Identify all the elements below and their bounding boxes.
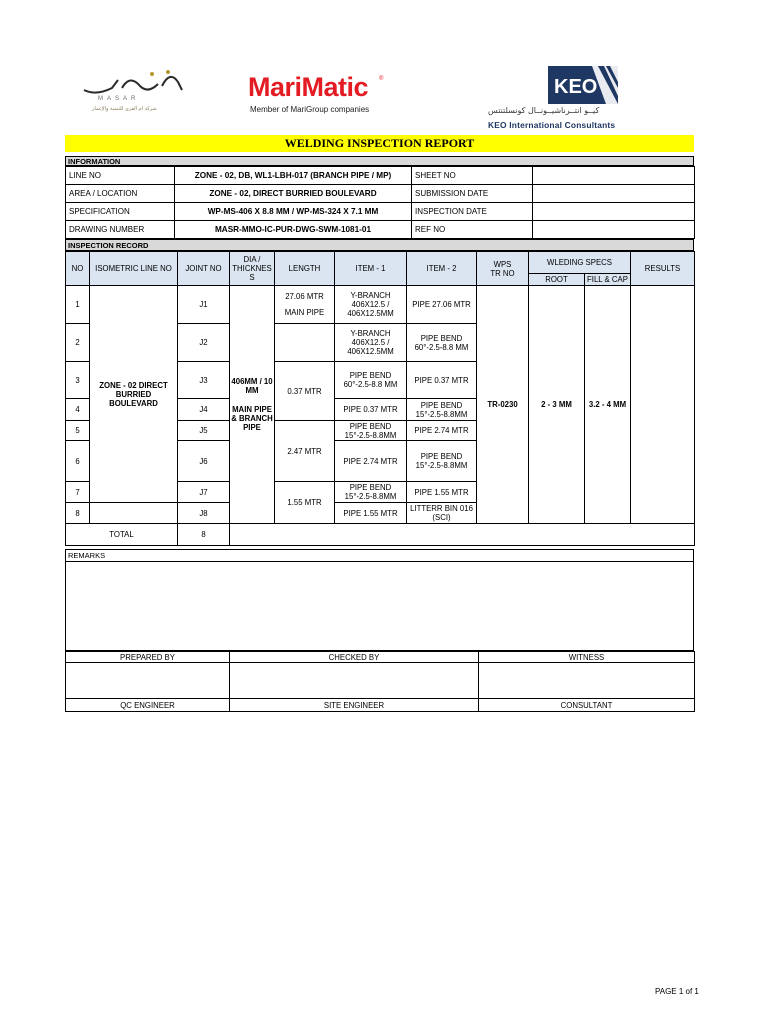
wps-value: TR-0230	[477, 286, 529, 524]
header-dia-line-3: S	[249, 273, 255, 282]
info-right-value	[533, 167, 695, 185]
checked-by-label: CHECKED BY	[230, 652, 479, 663]
prepared-by-signature	[66, 663, 230, 699]
marimatic-wordmark: MariMatic	[248, 72, 369, 102]
witness-label: WITNESS	[479, 652, 695, 663]
row-no: 5	[66, 421, 90, 441]
header-wps-line-2: TR NO	[490, 268, 515, 278]
marimatic-tagline: Member of MariGroup companies	[250, 105, 370, 114]
item-2-value: PIPE 1.55 MTR	[407, 482, 477, 503]
marimatic-logo	[246, 72, 386, 120]
length-value	[275, 324, 335, 362]
item-1-value: Y-BRANCH 406X12.5 / 406X12.5MM	[335, 286, 407, 324]
info-right-label: INSPECTION DATE	[412, 203, 533, 221]
length-value: 2.47 MTR	[275, 421, 335, 482]
item-1-value: Y-BRANCH 406X12.5 / 406X12.5MM	[335, 324, 407, 362]
header-results: RESULTS	[631, 252, 695, 286]
item-1-value: PIPE BEND 60°-2.5-8.8 MM	[335, 362, 407, 399]
item-2-value: PIPE BEND 15°-2.5-8.8MM	[407, 441, 477, 482]
remarks-area	[65, 561, 694, 651]
keo-letters: KEO	[554, 76, 598, 98]
row-no: 2	[66, 324, 90, 362]
role-site-engineer: SITE ENGINEER	[230, 699, 479, 712]
row-no: 3	[66, 362, 90, 399]
item-1-value: PIPE 2.74 MTR	[335, 441, 407, 482]
root-value: 2 - 3 MM	[529, 286, 585, 524]
info-right-label: SHEET NO	[412, 167, 533, 185]
length-main: 27.06 MTR	[285, 292, 324, 301]
joint-no: J6	[178, 441, 230, 482]
header-dia	[230, 252, 275, 286]
report-title: WELDING INSPECTION REPORT	[65, 135, 694, 152]
total-label: TOTAL	[66, 524, 178, 546]
total-value: 8	[178, 524, 230, 546]
info-value: ZONE - 02, DB, WL1-LBH-017 (BRANCH PIPE / MP)	[175, 167, 412, 185]
info-value: MASR-MMO-IC-PUR-DWG-SWM-1081-01	[175, 221, 412, 239]
item-1-value: PIPE BEND 15°-2.5-8.8MM	[335, 421, 407, 441]
info-right-value	[533, 203, 695, 221]
info-right-label: SUBMISSION DATE	[412, 185, 533, 203]
info-label: AREA / LOCATION	[66, 185, 175, 203]
header-fill-cap: FILL & CAP	[585, 274, 631, 286]
header-dia-line-2: THICKNES	[232, 264, 272, 273]
length-value: 1.55 MTR	[275, 482, 335, 524]
row-no: 1	[66, 286, 90, 324]
row-no: 4	[66, 399, 90, 421]
header-item-2: ITEM - 2	[407, 252, 477, 286]
role-consultant: CONSULTANT	[479, 699, 695, 712]
length-value	[275, 286, 335, 324]
inspection-section-label: INSPECTION RECORD	[65, 239, 694, 251]
dia-value	[230, 286, 275, 524]
role-qc-engineer: QC ENGINEER	[66, 699, 230, 712]
header-welding-specs: WLEDING SPECS	[529, 252, 631, 274]
header-item-1: ITEM - 1	[335, 252, 407, 286]
info-label: LINE NO	[66, 167, 175, 185]
item-2-value: PIPE 2.74 MTR	[407, 421, 477, 441]
header-length: LENGTH	[275, 252, 335, 286]
header-joint: JOINT NO	[178, 252, 230, 286]
table-row	[66, 286, 695, 324]
header-no: NO	[66, 252, 90, 286]
info-row-line-no	[66, 167, 695, 185]
length-note: MAIN PIPE	[284, 308, 325, 317]
joint-no: J2	[178, 324, 230, 362]
information-section-label: INFORMATION	[65, 156, 694, 166]
item-2-value: LITTERR BIN 016 (SCI)	[407, 503, 477, 524]
keo-emblem-icon	[548, 66, 618, 104]
signature-role-row	[66, 699, 695, 712]
info-label: DRAWING NUMBER	[66, 221, 175, 239]
isometric-blank	[90, 503, 178, 524]
checked-by-signature	[230, 663, 479, 699]
info-right-value	[533, 221, 695, 239]
joint-no: J1	[178, 286, 230, 324]
header-isometric: ISOMETRIC LINE NO	[90, 252, 178, 286]
item-2-value: PIPE BEND 60°-2.5-8.8 MM	[407, 324, 477, 362]
header-root: ROOT	[529, 274, 585, 286]
inspection-table	[65, 251, 695, 546]
masar-logo	[78, 66, 196, 122]
registered-mark: ®	[379, 76, 384, 82]
witness-signature	[479, 663, 695, 699]
prepared-by-label: PREPARED BY	[66, 652, 230, 663]
fill-cap-value: 3.2 - 4 MM	[585, 286, 631, 524]
joint-no: J5	[178, 421, 230, 441]
length-value: 0.37 MTR	[275, 362, 335, 421]
row-no: 6	[66, 441, 90, 482]
item-1-value: PIPE 0.37 MTR	[335, 399, 407, 421]
signature-header-row	[66, 652, 695, 663]
keo-arabic-name: كيــو انتــرناشيــونــال كونسلتنتس	[488, 106, 600, 115]
signature-table	[65, 651, 695, 712]
signature-space-row	[66, 663, 695, 699]
masar-arabic-tagline: شركة ام القرى للتنمية والإعمار	[92, 106, 157, 112]
results-value	[631, 286, 695, 524]
info-value: WP-MS-406 X 8.8 MM / WP-MS-324 X 7.1 MM	[175, 203, 412, 221]
masar-calligraphy-icon	[78, 66, 196, 98]
item-1-value: PIPE BEND 15°-2.5-8.8MM	[335, 482, 407, 503]
joint-no: J3	[178, 362, 230, 399]
row-no: 8	[66, 503, 90, 524]
dia-pipe-type: MAIN PIPE & BRANCH PIPE	[231, 405, 273, 432]
info-right-label: REF NO	[412, 221, 533, 239]
row-no: 7	[66, 482, 90, 503]
info-value: ZONE - 02, DIRECT BURRIED BOULEVARD	[175, 185, 412, 203]
item-1-value: PIPE 1.55 MTR	[335, 503, 407, 524]
keo-logo	[484, 66, 640, 132]
total-row	[66, 524, 695, 546]
total-blank	[230, 524, 695, 546]
info-row-area	[66, 185, 695, 203]
keo-tagline: KEO International Consultants	[488, 120, 616, 130]
item-2-value: PIPE BEND 15°-2.5-8.8MM	[407, 399, 477, 421]
dia-size: 406MM / 10 MM	[231, 377, 273, 395]
header-wps-line-1: WPS	[493, 259, 512, 269]
info-label: SPECIFICATION	[66, 203, 175, 221]
joint-no: J4	[178, 399, 230, 421]
isometric-line-value: ZONE - 02 DIRECT BURRIED BOULEVARD	[90, 286, 178, 503]
item-2-value: PIPE 0.37 MTR	[407, 362, 477, 399]
joint-no: J7	[178, 482, 230, 503]
info-right-value	[533, 185, 695, 203]
information-table	[65, 166, 695, 239]
remarks-label: REMARKS	[65, 549, 694, 562]
inspection-header-row	[66, 252, 695, 274]
item-2-value: PIPE 27.06 MTR	[407, 286, 477, 324]
header-wps	[477, 252, 529, 286]
info-row-drawing	[66, 221, 695, 239]
joint-no: J8	[178, 503, 230, 524]
masar-wordmark: MASAR	[98, 96, 140, 102]
header-dia-line-1: DIA /	[243, 255, 261, 264]
page-number: PAGE 1 of 1	[655, 987, 699, 996]
info-row-specification	[66, 203, 695, 221]
